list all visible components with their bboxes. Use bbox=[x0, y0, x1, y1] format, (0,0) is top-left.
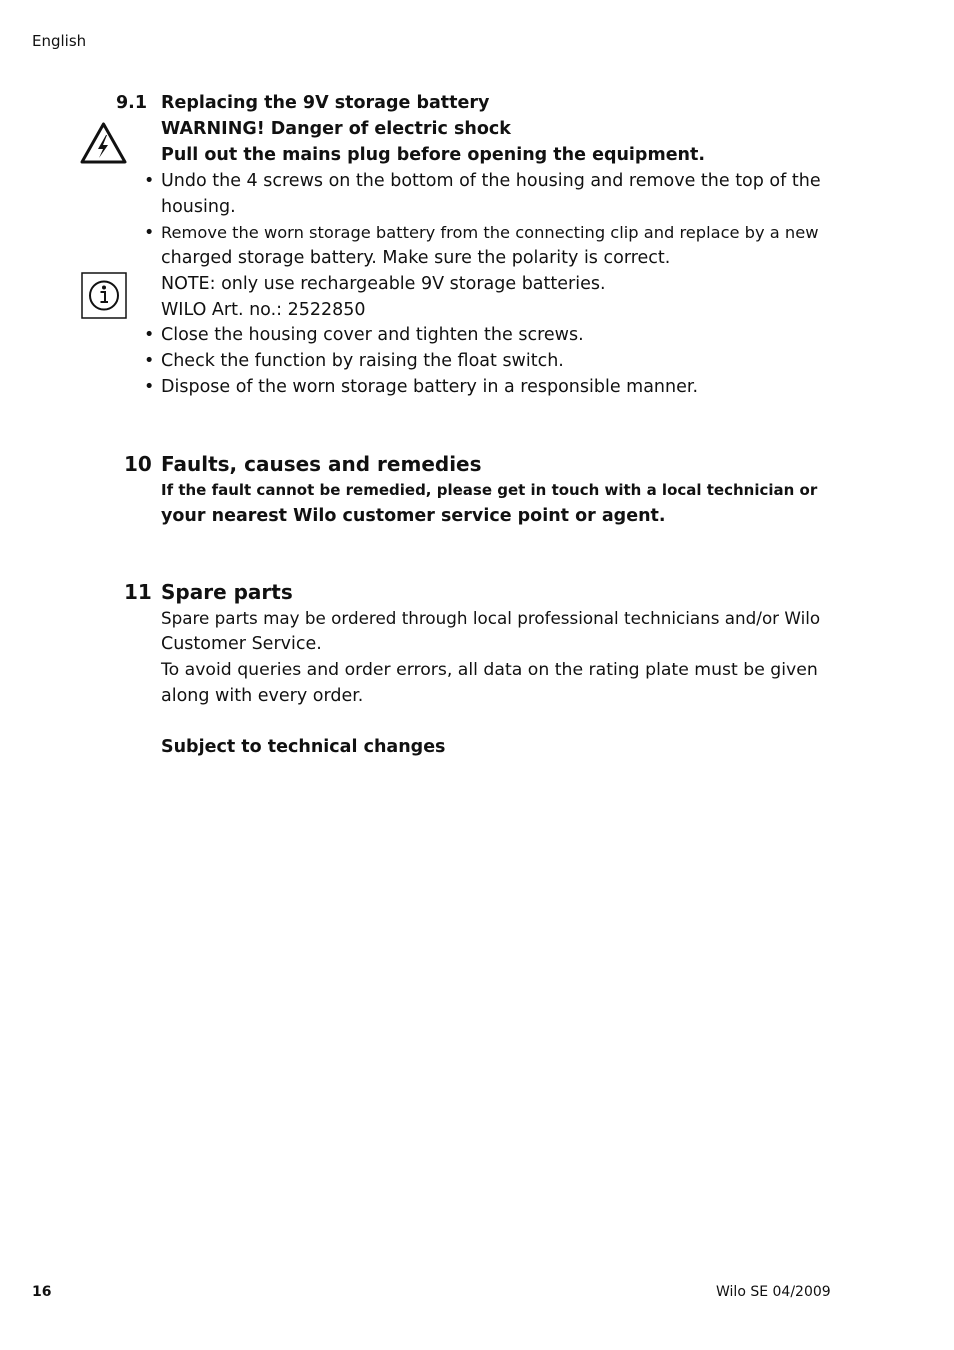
section-10-title: Faults, causes and remedies bbox=[161, 452, 482, 476]
bullet: • bbox=[144, 377, 155, 397]
list-item-2-line-1: Remove the worn storage battery from the connecting clip and replace by a new bbox=[161, 223, 819, 242]
document-language: English bbox=[32, 32, 87, 50]
bullet: • bbox=[144, 171, 155, 191]
section-11-text-line-2: Customer Service. bbox=[161, 634, 322, 654]
bullet: • bbox=[144, 223, 155, 243]
warning-text: Pull out the mains plug before opening the equipment. bbox=[161, 145, 706, 165]
warning-title: WARNING! Danger of electric shock bbox=[161, 119, 511, 139]
section-11-text-line-3: To avoid queries and order errors, all data on the rating plate must be given bbox=[161, 660, 818, 680]
publisher-date: Wilo SE 04/2009 bbox=[716, 1284, 831, 1300]
section-11-title: Spare parts bbox=[161, 580, 293, 604]
list-item-5: Dispose of the worn storage battery in a responsible manner. bbox=[161, 377, 699, 397]
info-icon bbox=[81, 272, 127, 319]
list-item-3: Close the housing cover and tighten the screws. bbox=[161, 325, 584, 345]
closing-note: Subject to technical changes bbox=[161, 737, 446, 757]
bullet: • bbox=[144, 351, 155, 371]
list-item-2-line-2: charged storage battery. Make sure the polarity is correct. bbox=[161, 248, 671, 268]
section-10-number: 10 bbox=[124, 452, 152, 476]
bullet: • bbox=[144, 325, 155, 345]
section-10-text-line-2: your nearest Wilo customer service point or agent. bbox=[161, 506, 666, 526]
section-9-1-title: Replacing the 9V storage battery bbox=[161, 93, 490, 113]
section-11-text-line-4: along with every order. bbox=[161, 686, 364, 706]
note-line-1: NOTE: only use rechargeable 9V storage batteries. bbox=[161, 274, 606, 294]
electric-shock-warning-icon bbox=[80, 122, 127, 164]
list-item-1-line-1: Undo the 4 screws on the bottom of the housing and remove the top of the bbox=[161, 171, 821, 191]
section-9-1-number: 9.1 bbox=[116, 93, 148, 113]
list-item-1-line-2: housing. bbox=[161, 197, 236, 217]
section-11-number: 11 bbox=[124, 580, 152, 604]
list-item-4: Check the function by raising the float switch. bbox=[161, 351, 564, 371]
note-line-2: WILO Art. no.: 2522850 bbox=[161, 300, 366, 320]
section-11-text-line-1: Spare parts may be ordered through local professional technicians and/or Wilo bbox=[161, 608, 821, 628]
page-number: 16 bbox=[32, 1284, 52, 1300]
section-10-text-line-1: If the fault cannot be remedied, please get in touch with a local technician or bbox=[161, 481, 818, 499]
